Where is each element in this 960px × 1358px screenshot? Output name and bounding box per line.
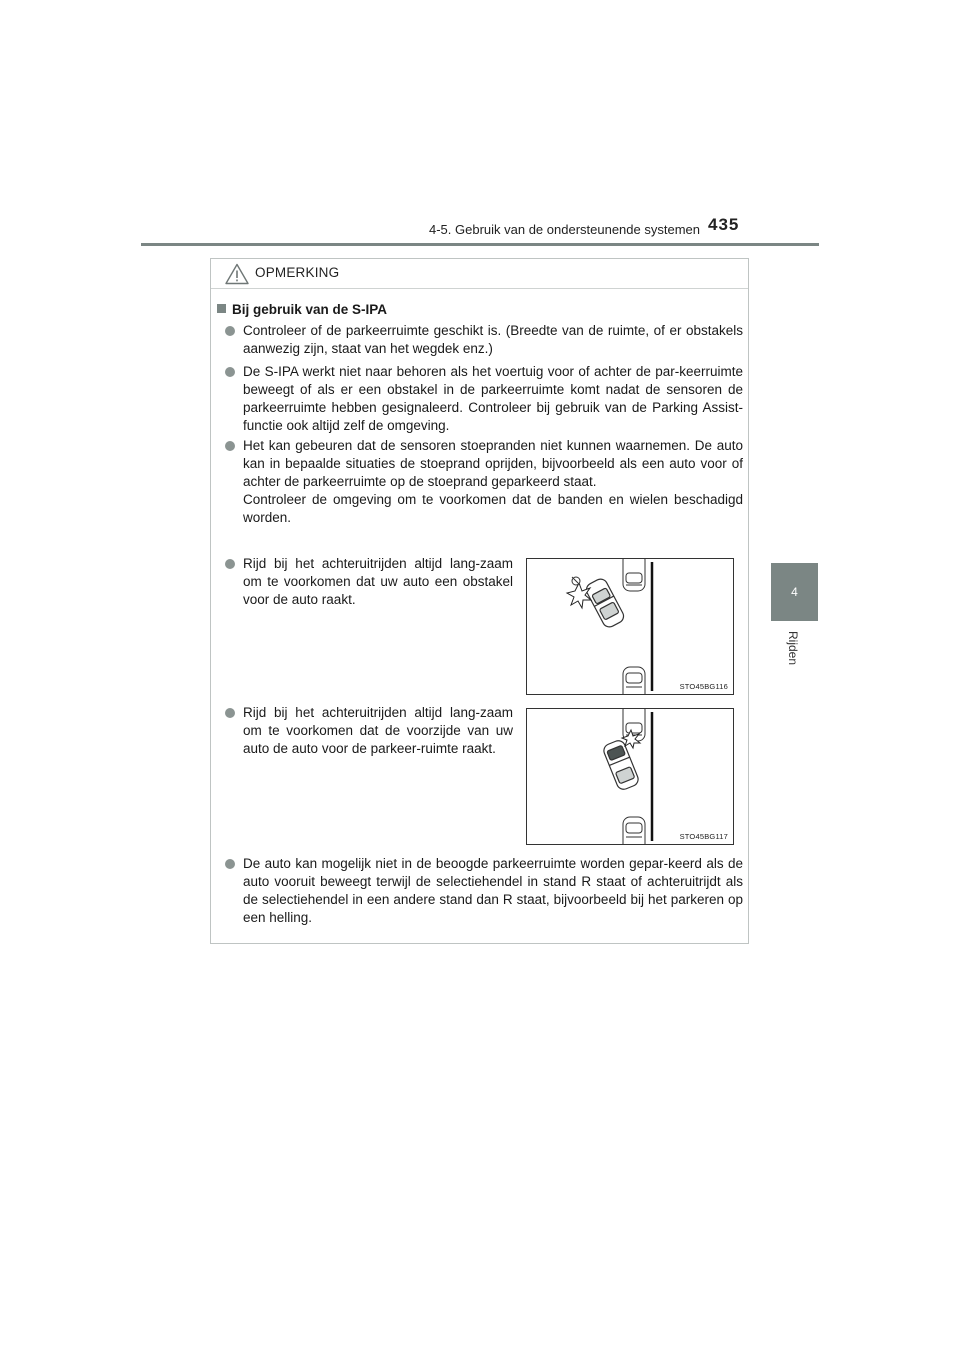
section-heading-text: Bij gebruik van de S-IPA [232,302,388,317]
list-item [225,322,743,358]
list-item-text: Controleer of de parkeerruimte geschikt is. (Breedte van de ruimte, of er obstakels aanwezig zijn, staat van het wegdek enz.) [243,323,743,356]
bullet-dot-icon [225,367,235,377]
notice-box [210,258,749,944]
list-item-text: Rijd bij het achteruitrijden altijd lang-zaam om te voorkomen dat de voorzijde van uw auto de auto voor de parkeer-ruimte raakt. [243,705,513,756]
page-number: 435 [708,215,740,234]
list-item-text: Het kan gebeuren dat de sensoren stoepranden niet kunnen waarnemen. De auto kan in bepaalde situaties de stoeprand oprijden, bijvoorbeeld als een auto voor of achter de parkeerruimte op de stoeprand geparkeerd staat. Controleer de omgeving om te voorkomen dat de banden en wielen beschadigd worden. [243,438,743,525]
bullet-dot-icon [225,708,235,718]
parking-illustration-2 [527,709,733,844]
chapter-tab: 4 [771,563,818,621]
bullet-dot-icon [225,559,235,569]
bullet-dot-icon [225,326,235,336]
section-heading [217,302,387,317]
list-item [225,855,743,927]
notice-title: OPMERKING [255,265,340,280]
figure-code: STO45BG116 [679,682,728,691]
list-item [225,555,513,609]
list-item [225,704,513,758]
chapter-name: Rijden [786,631,800,666]
list-item-text: Rijd bij het achteruitrijden altijd lang-zaam om te voorkomen dat uw auto een obstakel voor de auto raakt. [243,556,513,607]
list-item [225,437,743,527]
list-item-text: De S-IPA werkt niet naar behoren als het voertuig voor of achter de par-keerruimte beweegt of als er een obstakel in de parkeerruimte komt nadat de sensoren de parkeerruimte hebben gesignaleerd. Controleer bij gebruik van de Parking Assist-functie ook altijd zelf de omgeving. [243,364,743,433]
figure-code: STO45BG117 [679,832,728,841]
section-square-icon [217,304,226,313]
list-item [225,363,743,435]
figure-reversing-obstacle [526,558,734,695]
bullet-dot-icon [225,859,235,869]
parking-illustration-1 [527,559,733,694]
header-rule [141,243,819,246]
figure-front-contact [526,708,734,845]
list-item-text: De auto kan mogelijk niet in de beoogde parkeerruimte worden gepar-keerd als de auto vooruit beweegt terwijl de selectiehendel in stand R staat of achteruitrijdt als de selectiehendel in een andere stand dan R staat, bijvoorbeeld bij het parkeren op een helling. [243,856,743,925]
chapter-section-title: 4-5. Gebruik van de ondersteunende systemen [428,222,700,237]
warning-triangle-icon [225,263,249,290]
bullet-dot-icon [225,441,235,451]
notice-header [211,259,748,289]
